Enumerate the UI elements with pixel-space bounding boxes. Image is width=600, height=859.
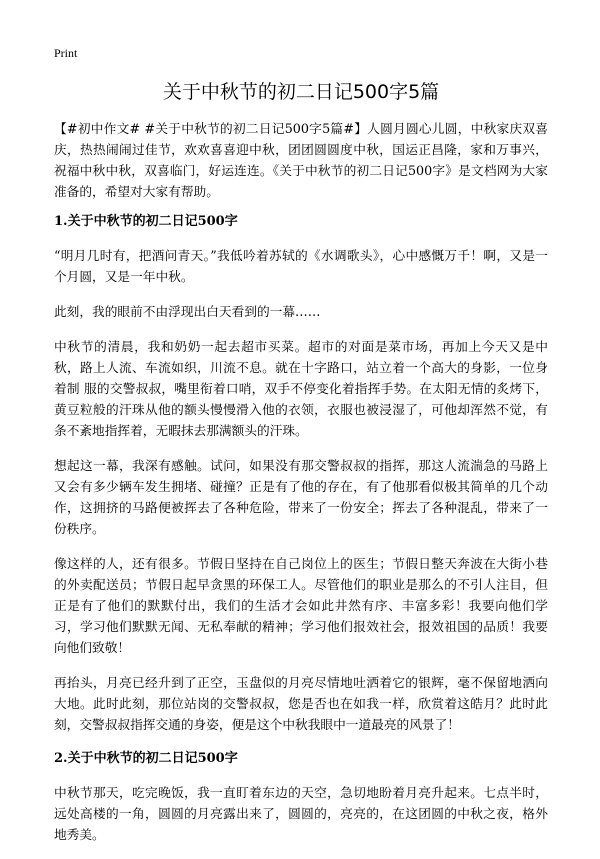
section-heading: 1.关于中秋节的初二日记500字: [54, 214, 238, 229]
intro-paragraph: 【#初中作文# #关于中秋节的初二日记500字5篇#】人圆月圆心儿圆，中秋家庆双喜庆，热热闹闹过佳节，欢欢喜喜迎中秋，团团圆圆度中秋，国运正昌隆，家和万事兴，祝福中秋中秋，双喜临门，好运连连。《关于中秋节的初二日记500字》是文档网为大家准备的，希望对大家有帮助。: [54, 121, 548, 199]
body-paragraph: 像这样的人，还有很多。节假日坚持在自己岗位上的医生；节假日整天奔波在大街小巷的外卖配送员；节假日起早贪黑的环保工人。尽管他们的职业是那么的不引人注目，但正是有了他们的默默付出，我们的生活才会如此井然有序、丰富多彩！我要向他们学习，学习他们默默无闻、无私奉献的精神；学习他们报效社会，报效祖国的品质！我要向他们致敬！: [54, 556, 548, 655]
section-heading: 2.关于中秋节的初二日记500字: [54, 751, 238, 766]
print-link[interactable]: Print: [54, 46, 78, 60]
body-paragraph: 此刻，我的眼前不由浮现出白天看到的一幕……: [54, 304, 321, 319]
article-body: [54, 118, 548, 859]
body-paragraph: 中秋节那天，吃完晚饭，我一直盯着东边的天空，急切地盼着月亮升起来。七点半时，远处高楼的一角，圆圆的月亮露出来了，圆圆的，亮亮的，在这团圆的中秋之夜，格外地秀美。: [54, 785, 548, 842]
body-paragraph: 想起这一幕，我深有感触。试问，如果没有那交警叔叔的指挥，那这人流湍急的马路上又会有多少辆车发生拥堵、碰撞？正是有了他的存在，有了他那看似极其简单的几个动作，这拥挤的马路便被挥去了各种危险，带来了一份安全；挥去了各种混乱，带来了一份秩序。: [54, 458, 548, 536]
body-paragraph: 再抬头，月亮已经升到了正空，玉盘似的月亮尽情地吐洒着它的银辉，毫不保留地洒向大地。此时此刻，那位站岗的交警叔叔，您是否也在如我一样，欣赏着这皓月？此时此刻，交警叔叔指挥交通的身姿，便是这个中秋我眼中一道最亮的风景了！: [54, 675, 548, 732]
body-paragraph: “明月几时有，把酒问青天。”我低吟着苏轼的《水调歌头》，心中感慨万千！啊，又是一个月圆，又是一年中秋。: [54, 248, 548, 284]
page-title: 关于中秋节的初二日记500字5篇: [162, 81, 440, 103]
body-paragraph: 中秋节的清晨，我和奶奶一起去超市买菜。超市的对面是菜市场，再加上今天又是中秋，路上人流、车流如织，川流不息。就在十字路口，站立着一个高大的身影，一位身着制 服的交警叔叔，嘴里衔着口哨，双手不停变化着指挥手势。在太阳无情的炙烤下，黄豆粒般的汗珠从他的额头慢慢滑入他的衣领，衣服也被浸湿了，可他却浑然不觉，有条不紊地指挥着，无暇抹去那满额头的汗珠。: [54, 339, 548, 438]
